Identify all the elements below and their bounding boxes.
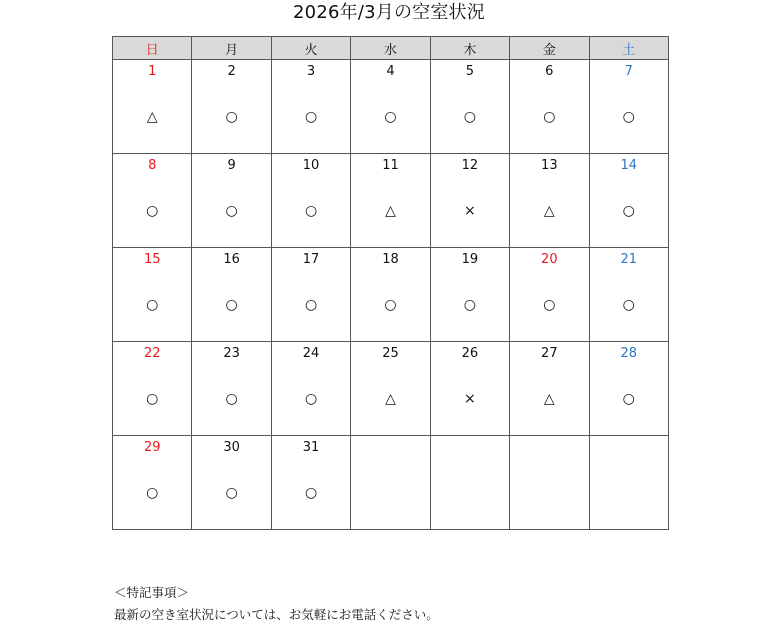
day-number: 9	[227, 158, 236, 173]
day-number: 28	[620, 346, 638, 361]
availability-mark: ○	[225, 203, 238, 219]
calendar-day-cell	[430, 248, 509, 342]
weekday-header-wed: 水	[351, 37, 430, 60]
calendar-day-cell	[271, 60, 350, 154]
weekday-header-fri: 金	[510, 37, 589, 60]
day-number: 7	[624, 64, 633, 79]
calendar-day-cell	[113, 154, 192, 248]
calendar-day-cell	[430, 60, 509, 154]
calendar-day-cell	[192, 436, 271, 530]
calendar-empty-cell	[351, 436, 430, 530]
availability-mark: ○	[304, 297, 318, 313]
calendar-week-row	[113, 436, 669, 530]
availability-mark: ○	[543, 109, 556, 125]
weekday-header-tue: 火	[271, 37, 350, 60]
calendar-day-cell	[589, 342, 668, 436]
day-number: 29	[143, 440, 161, 455]
calendar-day-cell	[510, 248, 589, 342]
calendar-day-cell	[192, 248, 271, 342]
calendar-week-row	[113, 248, 669, 342]
notes-section	[114, 582, 439, 626]
day-number: 2	[227, 64, 236, 79]
availability-mark: ○	[304, 109, 318, 125]
weekday-header-thu: 木	[430, 37, 509, 60]
day-number: 30	[223, 440, 240, 455]
calendar-day-cell	[430, 342, 509, 436]
day-number: 23	[223, 346, 240, 361]
calendar-day-cell	[510, 154, 589, 248]
availability-mark: ×	[464, 203, 476, 219]
availability-mark: △	[146, 109, 158, 125]
calendar-day-cell	[351, 154, 430, 248]
day-number: 11	[382, 158, 399, 173]
calendar-week-row	[113, 154, 669, 248]
calendar-day-cell	[510, 342, 589, 436]
day-number: 15	[143, 252, 161, 267]
day-number: 5	[465, 64, 475, 79]
day-number: 17	[302, 252, 320, 267]
day-number: 20	[541, 252, 558, 267]
calendar-week-row	[113, 342, 669, 436]
day-number: 8	[148, 158, 157, 173]
day-number: 4	[386, 64, 395, 79]
availability-mark: ○	[304, 391, 318, 407]
weekday-header-mon: 月	[192, 37, 271, 60]
day-number: 18	[382, 252, 399, 267]
calendar-day-cell	[351, 60, 430, 154]
availability-mark: ○	[463, 109, 476, 125]
availability-mark: ○	[384, 109, 397, 125]
calendar-empty-cell	[589, 436, 668, 530]
availability-mark: ○	[225, 391, 238, 407]
availability-mark: △	[543, 203, 555, 219]
calendar-day-cell	[351, 248, 430, 342]
availability-mark: ○	[225, 109, 238, 125]
day-number: 31	[302, 440, 320, 455]
day-number: 26	[461, 346, 479, 361]
availability-mark: ○	[622, 391, 635, 407]
calendar-day-cell	[589, 248, 668, 342]
calendar-day-cell	[589, 154, 668, 248]
day-number: 25	[382, 346, 399, 361]
calendar-day-cell	[192, 154, 271, 248]
availability-mark: ○	[622, 297, 635, 313]
availability-mark: ○	[225, 297, 238, 313]
availability-mark: ○	[622, 203, 635, 219]
calendar-day-cell	[192, 342, 271, 436]
weekday-header-sat: 土	[589, 37, 668, 60]
day-number: 3	[306, 64, 316, 79]
day-number: 6	[545, 64, 554, 79]
availability-mark: ○	[146, 297, 159, 313]
calendar-day-cell	[271, 154, 350, 248]
calendar-empty-cell	[430, 436, 509, 530]
calendar-day-cell	[192, 60, 271, 154]
calendar-week-row	[113, 60, 669, 154]
day-number: 24	[302, 346, 320, 361]
availability-mark: ○	[463, 297, 476, 313]
calendar-day-cell	[113, 60, 192, 154]
availability-mark: ○	[384, 297, 397, 313]
day-number: 22	[143, 346, 161, 361]
day-number: 14	[620, 158, 638, 173]
availability-mark: ○	[622, 109, 635, 125]
calendar-day-cell	[271, 436, 350, 530]
weekday-header-sun: 日	[113, 37, 192, 60]
calendar-empty-cell	[510, 436, 589, 530]
day-number: 16	[223, 252, 240, 267]
day-number: 1	[148, 64, 157, 79]
day-number: 21	[620, 252, 638, 267]
day-number: 12	[461, 158, 479, 173]
calendar-day-cell	[510, 60, 589, 154]
calendar-day-cell	[113, 436, 192, 530]
calendar-day-cell	[113, 342, 192, 436]
availability-mark: △	[543, 391, 555, 407]
notes-text: 最新の空き室状況については、お気軽にお電話ください。	[114, 607, 439, 622]
availability-mark: ×	[464, 391, 476, 407]
availability-mark: ○	[304, 485, 318, 501]
day-number: 19	[461, 252, 479, 267]
day-number: 10	[302, 158, 320, 173]
calendar-day-cell	[113, 248, 192, 342]
calendar-body	[113, 60, 669, 530]
calendar-day-cell	[271, 248, 350, 342]
calendar-day-cell	[271, 342, 350, 436]
calendar-day-cell	[589, 60, 668, 154]
availability-mark: ○	[146, 485, 159, 501]
calendar-day-cell	[430, 154, 509, 248]
availability-mark: ○	[543, 297, 556, 313]
weekday-header-row	[113, 37, 669, 60]
day-number: 13	[541, 158, 558, 173]
notes-heading: ＜特記事項＞	[114, 585, 190, 600]
availability-mark: ○	[146, 391, 159, 407]
availability-mark: △	[385, 203, 396, 219]
availability-mark: ○	[225, 485, 238, 501]
availability-mark: ○	[146, 203, 159, 219]
calendar-day-cell	[351, 342, 430, 436]
availability-mark: ○	[304, 203, 318, 219]
availability-mark: △	[385, 391, 396, 407]
day-number: 27	[541, 346, 558, 361]
page-title: 2026年/3月の空室状況	[293, 2, 485, 23]
availability-calendar	[112, 36, 669, 530]
